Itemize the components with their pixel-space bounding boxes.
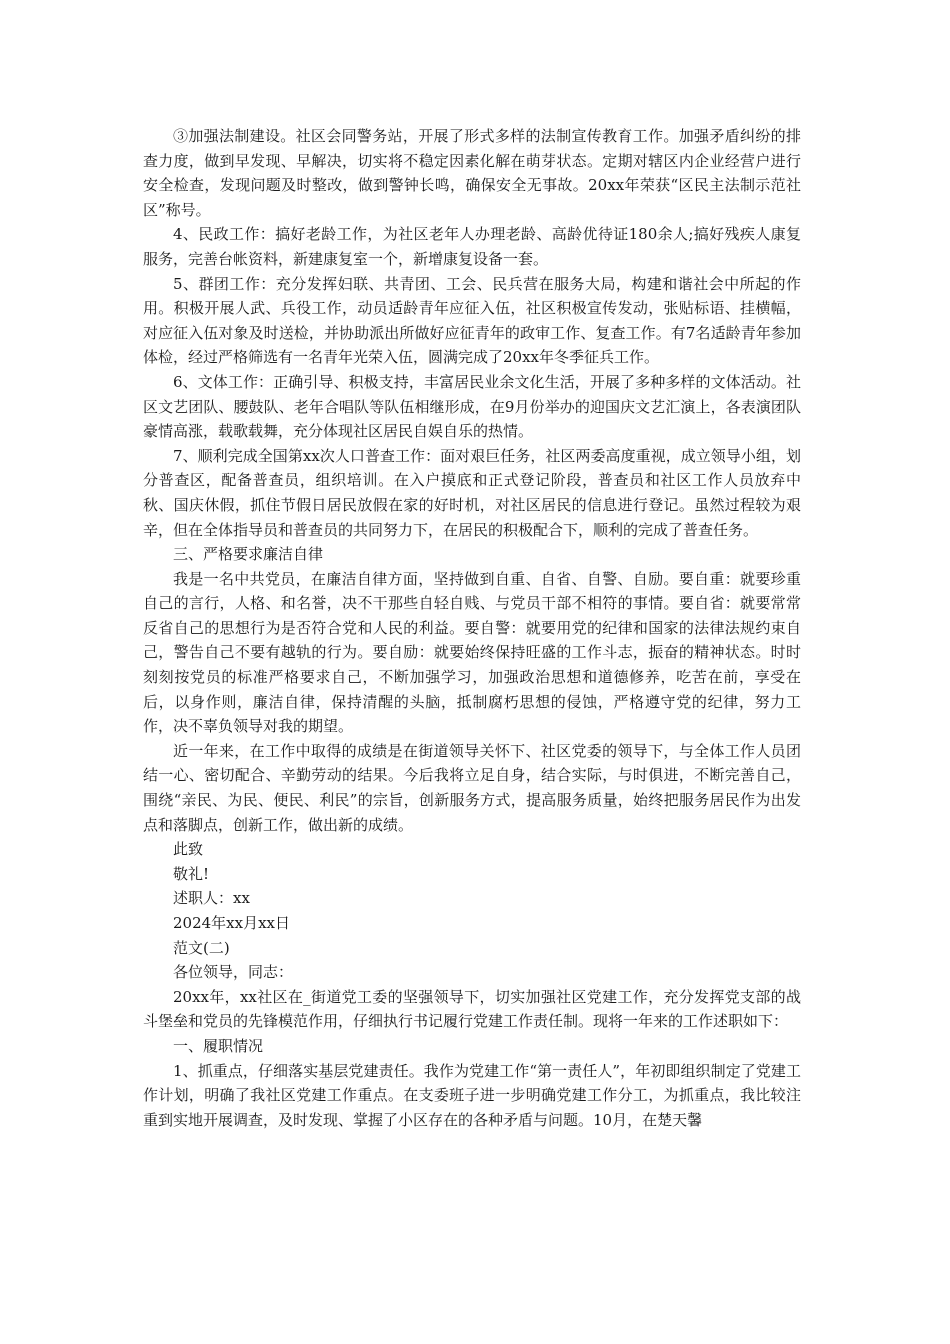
section-heading: 三、严格要求廉洁自律 xyxy=(173,545,324,564)
closing-line: 此致 xyxy=(173,840,204,859)
paragraph: 20xx年，xx社区在_街道党工委的坚强领导下，切实加强社区党建工作，充分发挥党支部的战斗堡垒和党员的先锋模范作用，仔细执行书记履行党建工作责任制。现将一年来的工作述职如下： xyxy=(143,987,801,1031)
paragraph: 4、民政工作：搞好老龄工作，为社区老年人办理老龄、高龄优待证180余人;搞好残疾人康复服务，完善台帐资料，新建康复室一个，新增康复设备一套。 xyxy=(143,225,801,268)
section-heading: 一、履职情况 xyxy=(173,1036,264,1055)
closing-line: 敬礼! xyxy=(173,864,210,883)
paragraph: 7、顺利完成全国第xx次人口普查工作：面对艰巨任务，社区两委高度重视，成立领导小组，划分普查区，配备普查员，组织培训。在入户摸底和正式登记阶段，普查员和社区工作人员放弃中秋、国庆休假，抓住节假日居民放假在家的好时机，对社区居民的信息进行登记。虽然过程较为艰辛，但在全体指导员和普查员的共同努力下，在居民的积极配合下，顺利的完成了普查任务。 xyxy=(143,446,801,539)
paragraph: 1、抓重点，仔细落实基层党建责任。我作为党建工作“第一责任人”，年初即组织制定了党建工作计划，明确了我社区党建工作重点。在支委班子进一步明确党建工作分工，为抓重点，我比较注重到实地开展调查，及时发现、掌握了小区存在的各种矛盾与问题。10月，在楚天馨 xyxy=(143,1061,801,1129)
date-line: 2024年xx月xx日 xyxy=(173,914,291,932)
salutation: 各位领导，同志： xyxy=(173,963,294,982)
paragraph: 我是一名中共党员，在廉洁自律方面，坚持做到自重、自省、自警、自励。要自重：就要珍重自己的言行，人格、和名誉，决不干那些自轻自贱、与党员干部不相符的事情。要自省：就要常常反省自己的思想行为是否符合党和人民的利益。要自警：就要用党的纪律和国家的法律法规约束自己，警告自己不要有越轨的行为。要自励：就要始终保持旺盛的工作斗志，振奋的精神状态。时时刻刻按党员的标准严格要求自己，不断加强学习，加强政治思想和道德修养，吃苦在前，享受在后，以身作则，廉洁自律，保持清醒的头脑，抵制腐朽思想的侵蚀，严格遵守党的纪律，努力工作，决不辜负领导对我的期望。 xyxy=(143,569,801,736)
paragraph: 6、文体工作：正确引导、积极支持，丰富居民业余文化生活，开展了多种多样的文体活动。社区文艺团队、腰鼓队、老年合唱队等队伍相继形成，在9月份举办的迎国庆文艺汇演上，各表演团队豪情高涨，载歌载舞，充分体现社区居民自娱自乐的热情。 xyxy=(143,372,801,441)
paragraph: 近一年来，在工作中取得的成绩是在街道领导关怀下、社区党委的领导下，与全体工作人员团结一心、密切配合、辛勤劳动的结果。今后我将立足自身，结合实际，与时俱进，不断完善自己，围绕“亲民、为民、便民、利民”的宗旨，创新服务方式，提高服务质量，始终把服务居民作为出发点和落脚点，创新工作，做出新的成绩。 xyxy=(143,741,801,834)
paragraph: ③加强法制建设。社区会同警务站，开展了形式多样的法制宣传教育工作。加强矛盾纠纷的排查力度，做到早发现、早解决，切实将不稳定因素化解在萌芽状态。定期对辖区内企业经营户进行安全检查，发现问题及时整改，做到警钟长鸣，确保安全无事故。20xx年荣获“区民主法制示范社区”称号。 xyxy=(143,127,801,219)
signature-line: 述职人：xx xyxy=(173,889,250,908)
section-heading: 范文(二) xyxy=(173,938,230,957)
paragraph: 5、群团工作：充分发挥妇联、共青团、工会、民兵营在服务大局，构建和谐社会中所起的作用。积极开展人武、兵役工作，动员适龄青年应征入伍，社区积极宣传发动，张贴标语、挂横幅，对应征入伍对象及时送检，并协助派出所做好应征青年的政审工作、复查工作。有7名适龄青年参加体检，经过严格筛选有一名青年光荣入伍，圆满完成了20xx年冬季征兵工作。 xyxy=(143,274,801,367)
document-page xyxy=(143,124,801,1132)
